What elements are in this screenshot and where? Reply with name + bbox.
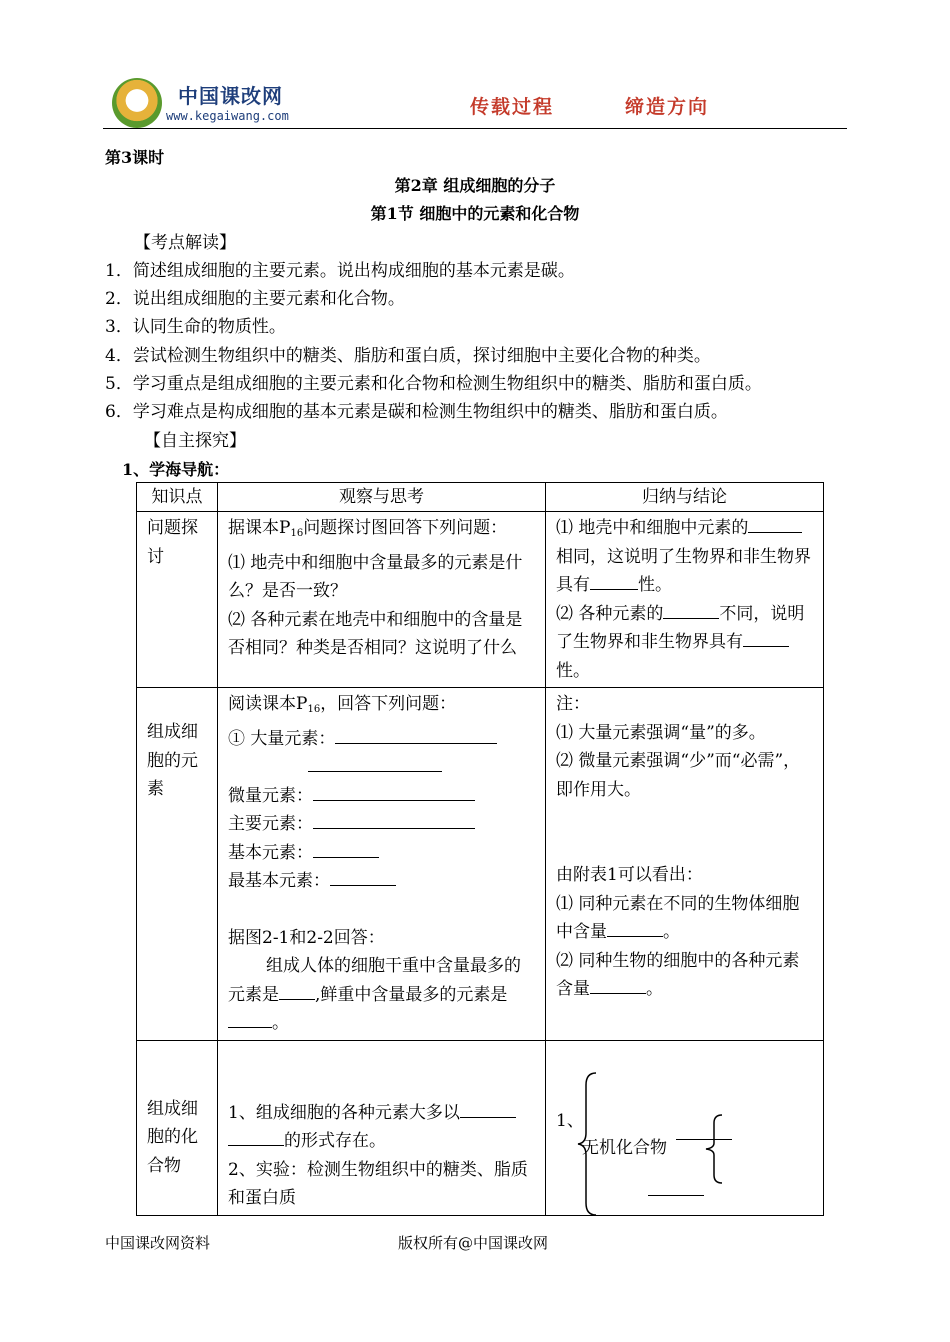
- kaodian-heading: 【考点解读】: [134, 233, 236, 253]
- answer-blank[interactable]: [313, 782, 475, 801]
- header-topic: 知识点: [137, 483, 218, 512]
- header-divider: [103, 128, 847, 129]
- kaodian-item: 1．简述组成细胞的主要元素。说出构成细胞的基本元素是碳。: [105, 261, 575, 281]
- zizhu-heading: 【自主探究】: [144, 431, 246, 451]
- kaodian-item: 4．尝试检测生物组织中的糖类、脂肪和蛋白质，探讨细胞中主要化合物的种类。: [105, 346, 711, 366]
- answer-blank[interactable]: [743, 628, 771, 647]
- answer-blank[interactable]: [648, 1177, 704, 1196]
- answer-blank[interactable]: [313, 810, 475, 829]
- answer-blank[interactable]: [313, 839, 379, 858]
- answer-blank[interactable]: [460, 1099, 516, 1118]
- kaodian-item: 5．学习重点是组成细胞的主要元素和化合物和检测生物组织中的糖类、脂肪和蛋白质。: [105, 374, 762, 394]
- answer-blank[interactable]: [784, 514, 802, 533]
- header-observation: 观察与思考: [218, 483, 546, 512]
- answer-blank[interactable]: [771, 628, 789, 647]
- topic-cell: 组成细胞的化合物: [137, 1040, 218, 1215]
- answer-blank[interactable]: [607, 918, 663, 937]
- header-conclusion: 归纳与结论: [546, 483, 824, 512]
- answer-blank[interactable]: [228, 1127, 284, 1146]
- answer-blank[interactable]: [330, 867, 396, 886]
- right-brace-icon: [702, 1113, 726, 1185]
- table-row: [137, 688, 824, 1041]
- kaodian-item: 2．说出组成细胞的主要元素和化合物。: [105, 289, 405, 309]
- footer-copyright: 版权所有@中国课改网: [398, 1234, 549, 1252]
- observation-cell: 阅读课本$P_{16}$，回答下列问题： ① 大量元素： 微量元素： 主要元素： 基本元素： 最基本元素： 据图2-1和2-2回答： 组成人体的细胞干重中含量最多的元素是 ,鲜重中含量最多的元素是。: [218, 688, 546, 1041]
- answer-blank[interactable]: [590, 975, 646, 994]
- observation-cell: 1、组成细胞的各种元素大多以 的形式存在。 2、实验：检测生物组织中的糖类、脂质和蛋白质: [218, 1040, 546, 1215]
- study-table: [136, 482, 824, 1216]
- kaodian-item: 3．认同生命的物质性。: [105, 317, 286, 337]
- topic-cell: 问题探讨: [137, 512, 218, 688]
- chapter-title: 第2章 组成细胞的分子: [394, 176, 556, 195]
- table-row: [137, 1040, 824, 1215]
- xuehai-heading: 1、学海导航：: [122, 460, 230, 479]
- observation-cell: 据课本$P_{16}$问题探讨图回答下列问题： ⑴ 地壳中和细胞中含量最多的元素是什么？是否一致？ ⑵ 各种元素在地壳中和细胞中的含量是否相同？种类是否相同？这说明了什么: [218, 512, 546, 688]
- conclusion-cell: ⑴ 地壳中和细胞中元素的相同，这说明了生物界和非生物界具有 性。 ⑵ 各种元素的 不同，说明了生物界和非生物界具有性。: [546, 512, 824, 688]
- compound-number: 1、: [556, 1110, 584, 1131]
- slogan-2: 缔造方向: [625, 96, 710, 118]
- answer-blank[interactable]: [279, 981, 315, 1000]
- footer-source: 中国课改网资料: [105, 1234, 211, 1252]
- conclusion-cell: 注： ⑴ 大量元素强调“量”的多。 ⑵ 微量元素强调“少”而“必需”，即作用大。 由附表1可以看出： ⑴ 同种元素在不同的生物体细胞中含量 。 ⑵ 同种生物的细胞中的各种元素含量 。: [546, 688, 824, 1041]
- table-header-row: [137, 483, 824, 512]
- logo-url: www.kegaiwang.com: [166, 109, 289, 123]
- lesson-label: 第3课时: [105, 148, 165, 167]
- section-title: 第1节 细胞中的元素和化合物: [370, 204, 580, 223]
- logo-icon: [112, 78, 162, 128]
- answer-blank[interactable]: [228, 1009, 272, 1028]
- question: ⑵ 各种元素在地壳中和细胞中的含量是否相同？种类是否相同？这说明了什么: [228, 609, 523, 658]
- conclusion-cell: [546, 1040, 824, 1215]
- kaodian-item: 6．学习难点是构成细胞的基本元素是碳和检测生物组织中的糖类、脂肪和蛋白质。: [105, 402, 728, 422]
- table-row: [137, 512, 824, 688]
- answer-blank[interactable]: [748, 514, 784, 533]
- answer-blank[interactable]: [663, 600, 719, 619]
- topic-cell: 组成细胞的元素: [137, 688, 218, 1041]
- answer-blank[interactable]: [335, 725, 497, 744]
- answer-blank[interactable]: [590, 571, 638, 590]
- question: ⑴ 地壳中和细胞中含量最多的元素是什么？是否一致？: [228, 552, 523, 601]
- slogan-1: 传载过程: [470, 96, 555, 118]
- answer-blank[interactable]: [308, 753, 442, 772]
- logo-title: 中国课改网: [178, 84, 283, 108]
- inorganic-label: 无机化合物: [582, 1137, 667, 1158]
